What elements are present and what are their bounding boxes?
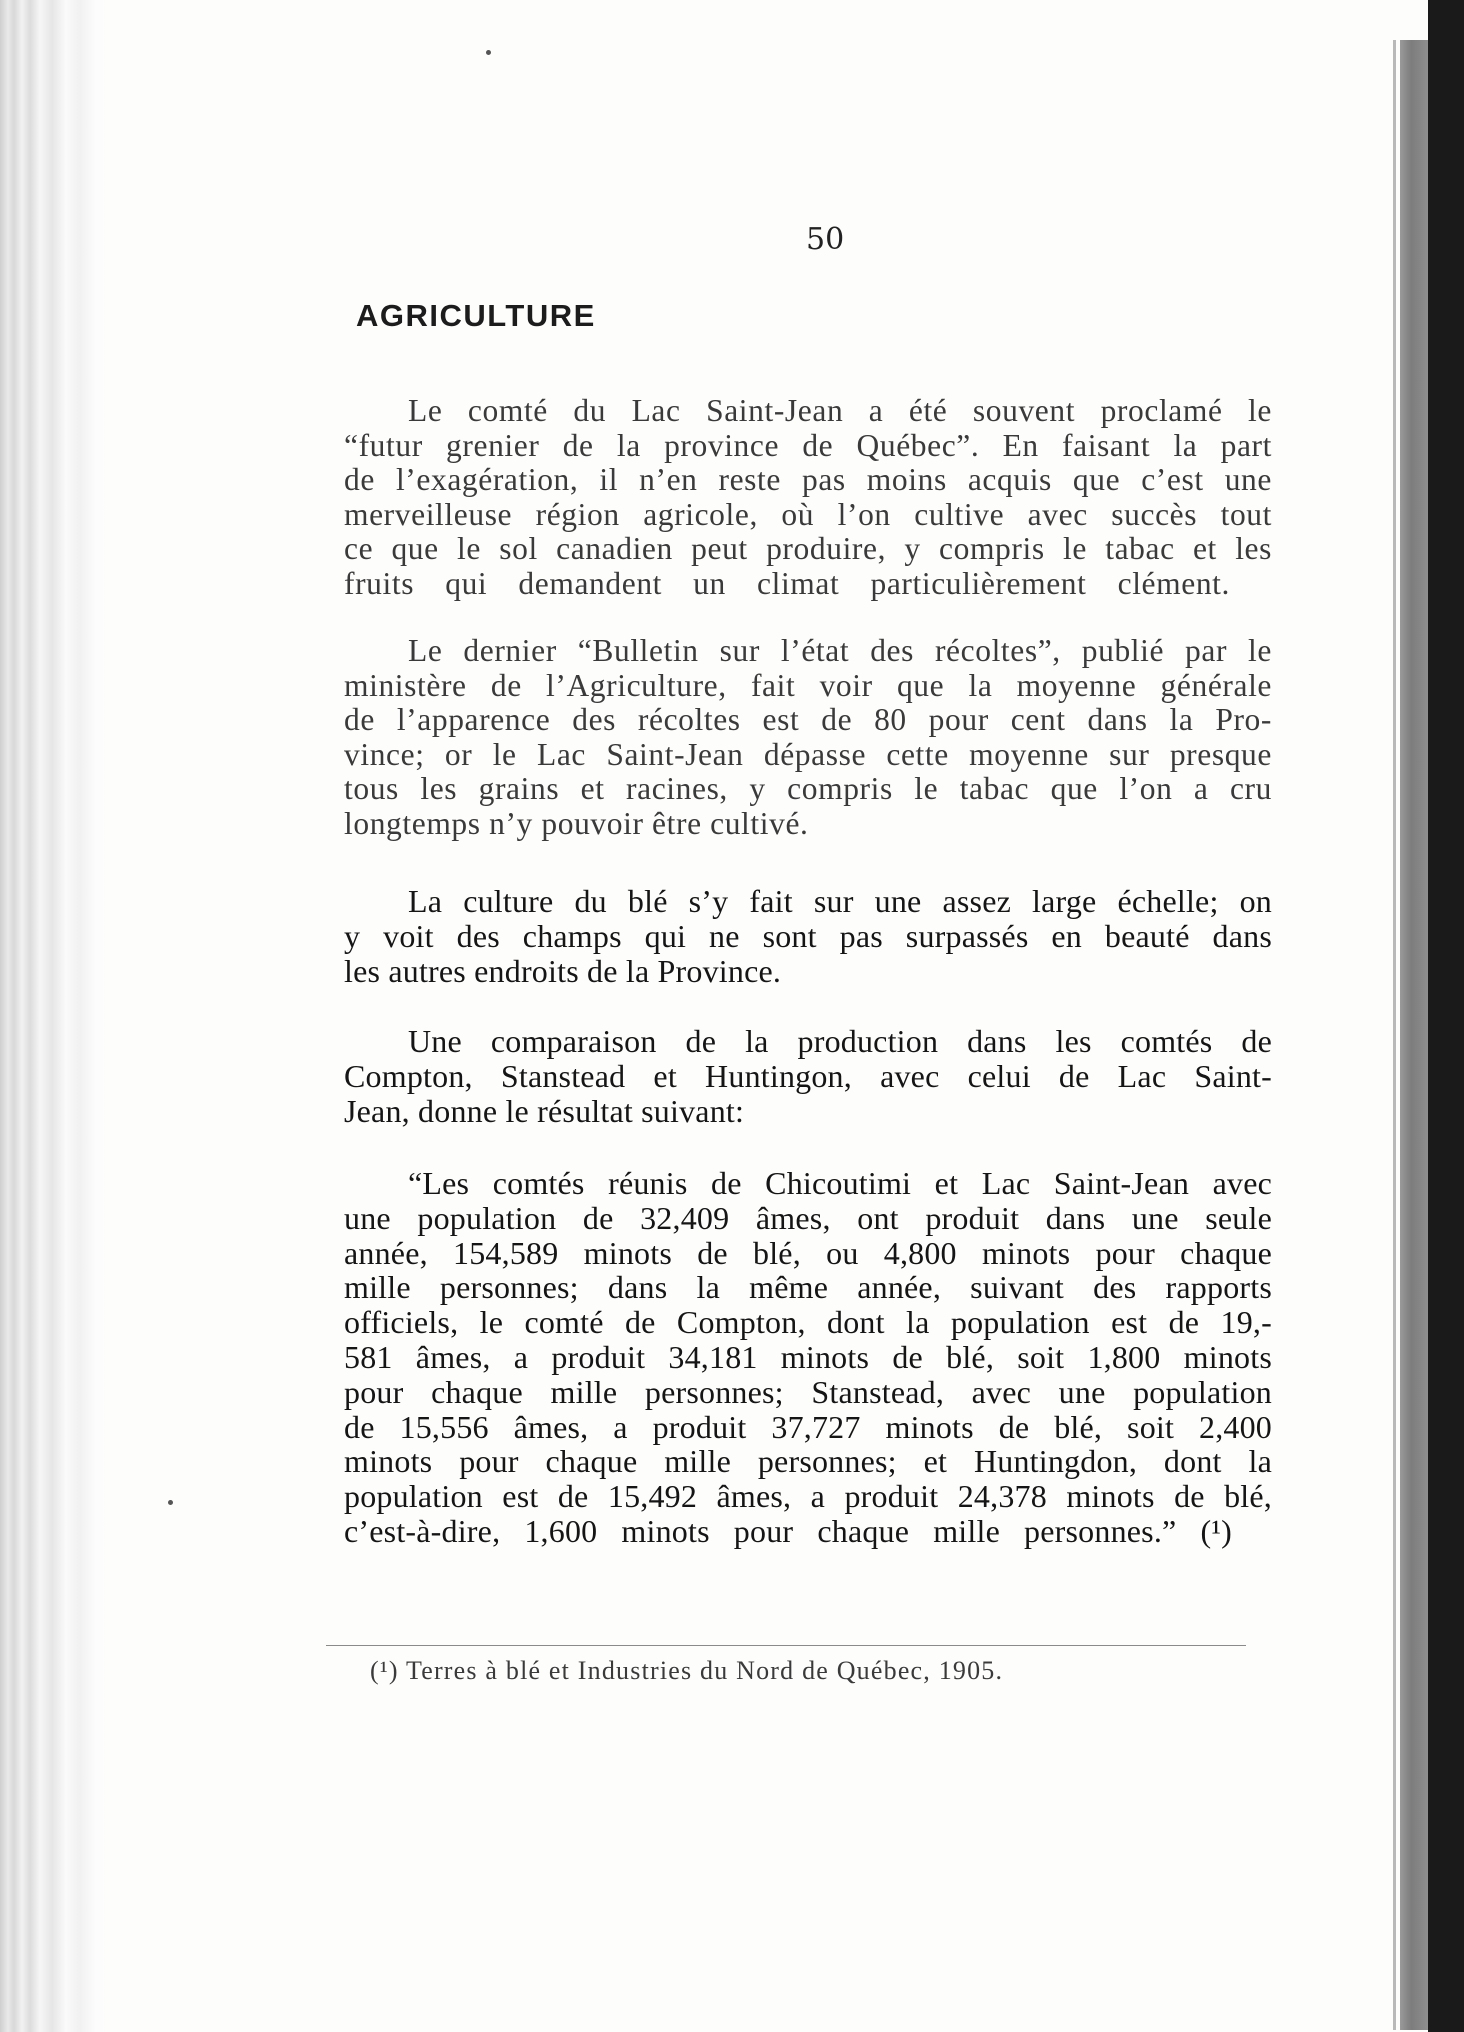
text-line: vince; or le Lac Saint-Jean dépasse cette moyenne sur presque: [344, 736, 1272, 772]
text-line: Jean, donne le résultat suivant:: [344, 1092, 745, 1129]
text-line: Le dernier “Bulletin sur l’état des récoltes”, publié par le: [408, 633, 1272, 668]
page-edge-line: [1393, 40, 1396, 2030]
text-line: minots pour chaque mille personnes; et Huntingdon, dont la: [344, 1443, 1272, 1480]
text-line: Le comté du Lac Saint-Jean a été souvent proclamé le: [408, 393, 1272, 428]
text-line: fruits qui demandent un climat particulièrement clément.: [344, 565, 1230, 601]
text-line: officiels, le comté de Compton, dont la population est de 19,-: [344, 1304, 1272, 1341]
text-line: longtemps n’y pouvoir être cultivé.: [344, 805, 809, 841]
text-line: année, 154,589 minots de blé, ou 4,800 minots pour chaque: [344, 1234, 1272, 1271]
text-line: c’est-à-dire, 1,600 minots pour chaque mille personnes.” (¹): [344, 1512, 1232, 1549]
dust-speck: [486, 50, 491, 55]
text-line: Compton, Stanstead et Huntingon, avec celui de Lac Saint-: [344, 1057, 1272, 1094]
text-line: tous les grains et racines, y compris le tabac que l’on a cru: [344, 771, 1272, 807]
paragraph-3: [344, 884, 1272, 988]
text-line: pour chaque mille personnes; Stanstead, avec une population: [344, 1373, 1272, 1410]
text-line: de l’exagération, il n’en reste pas moins acquis que c’est une: [344, 462, 1272, 498]
text-line: “futur grenier de la province de Québec”. En faisant la part: [344, 427, 1272, 463]
text-line: une population de 32,409 âmes, ont produit dans une seule: [344, 1199, 1272, 1236]
text-line: les autres endroits de la Province.: [344, 952, 782, 989]
quotation-paragraph: [344, 1166, 1272, 1549]
page-stack-edge: [1400, 40, 1428, 2030]
text-line: ce que le sol canadien peut produire, y compris le tabac et les: [344, 531, 1272, 567]
text-line: ministère de l’Agriculture, fait voir que la moyenne générale: [344, 667, 1272, 703]
text-line: de 15,556 âmes, a produit 37,727 minots de blé, soit 2,400: [344, 1408, 1272, 1445]
text-line: mille personnes; dans la même année, suivant des rapports: [344, 1269, 1272, 1306]
text-line: 581 âmes, a produit 34,181 minots de blé, soit 1,800 minots: [344, 1338, 1272, 1375]
page-number: 50: [806, 222, 845, 257]
text-line: merveilleuse région agricole, où l’on cultive avec succès tout: [344, 496, 1272, 532]
dust-speck: [168, 1500, 173, 1505]
text-line: “Les comtés réunis de Chicoutimi et Lac Saint-Jean avec: [408, 1165, 1272, 1201]
book-binding: [0, 0, 110, 2032]
section-heading: AGRICULTURE: [356, 298, 596, 333]
text-line: La culture du blé s’y fait sur une assez large échelle; on: [408, 883, 1272, 919]
footnote-rule: [326, 1645, 1246, 1646]
paragraph-2: [344, 634, 1272, 842]
paragraph-4: [344, 1024, 1272, 1128]
text-line: y voit des champs qui ne sont pas surpassés en beauté dans: [344, 917, 1272, 954]
text-line: Une comparaison de la production dans les comtés de: [408, 1023, 1272, 1059]
footnote: (¹) Terres à blé et Industries du Nord de Québec, 1905.: [370, 1656, 1004, 1685]
paragraph-1: [344, 394, 1272, 602]
scan-border: [1428, 0, 1464, 2032]
text-line: de l’apparence des récoltes est de 80 pour cent dans la Pro-: [344, 702, 1272, 738]
text-line: population est de 15,492 âmes, a produit 24,378 minots de blé,: [344, 1478, 1272, 1515]
